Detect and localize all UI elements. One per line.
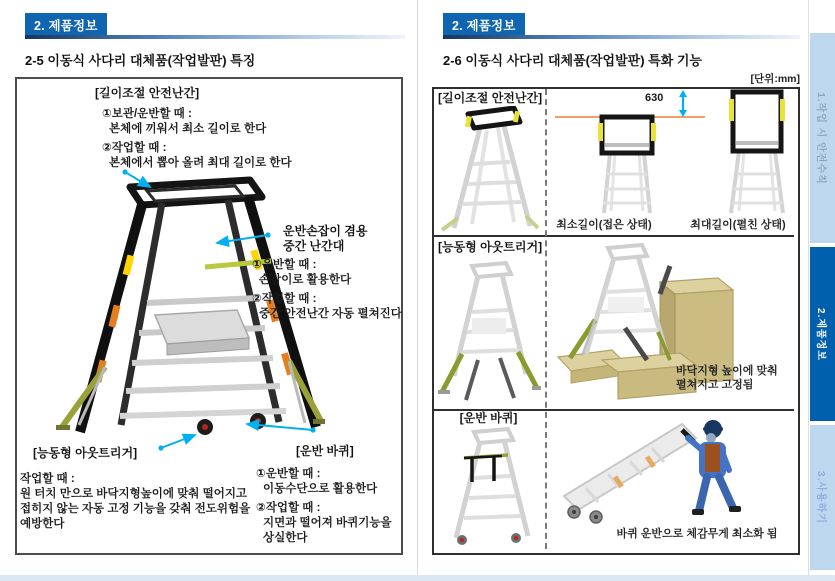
row1-length-comparison-figure <box>553 89 800 217</box>
page-title-left: 2-5 이동식 사다리 대체품(작업발판) 특징 <box>25 53 256 68</box>
rail-callout-item-2: ②작업할 때 : 본체에서 뽑아 올려 최대 길이로 한다 <box>102 142 292 169</box>
row2-ghost-ladder-icon <box>438 258 541 406</box>
row2-caption: 바닥지형 높이에 맞춰 펼쳐지고 고정됨 <box>676 365 778 392</box>
page-right <box>418 0 808 575</box>
page-divider <box>417 0 418 575</box>
section-rule-right <box>443 35 800 39</box>
row1-ghost-ladder-icon <box>440 106 540 232</box>
section-header-left-label: 2. 제품정보 <box>34 19 98 33</box>
outrigger-callout-heading: [능동형 아웃트리거] <box>33 446 138 460</box>
row1-caption-min: 최소길이(접은 상태) <box>556 219 652 231</box>
wheel-callout-item-1: ①운반할 때 : 이동수단으로 활용한다 <box>256 468 378 495</box>
row1-label: [길이조절 안전난간] <box>438 91 543 105</box>
page-title-right: 2-6 이동식 사다리 대체품(작업발판) 특화 기능 <box>443 53 702 68</box>
tab-product-info[interactable] <box>810 247 835 421</box>
tab-how-to-use-label: 3.사용하기 <box>815 471 827 524</box>
row3-wheel-transport-figure <box>556 414 776 526</box>
outrigger-callout-body: 작업할 때 : 원 터치 만으로 바닥지형높이에 맞춰 떨어지고 접히지 않는 자동 고정 기능을 갖춰 전도위험을 예방한다 <box>20 473 251 530</box>
rail-callout-item-1: ①보관/운반할 때 : 본체에 끼워서 최소 길이로 한다 <box>102 108 267 135</box>
tab-safety-rules-label: 1.작업 시 안전수칙 <box>815 91 826 185</box>
table-row-divider-1 <box>434 235 794 237</box>
handle-callout-item-2: ②작업할 때 : 중간 안전난간 자동 펼쳐진다 <box>252 293 402 320</box>
row2-label: [능동형 아웃트리거] <box>438 240 543 254</box>
tab-safety-rules[interactable] <box>810 33 835 243</box>
tab-product-info-label: 2.제품정보 <box>815 307 827 361</box>
row3-ghost-ladder-icon <box>442 424 538 550</box>
row3-caption: 바퀴 운반으로 체감무게 최소화 됨 <box>616 528 778 540</box>
page-right-edge <box>808 0 809 575</box>
row1-caption-max: 최대길이(펼친 상태) <box>690 219 786 231</box>
section-rule-left <box>25 35 405 39</box>
rail-callout-heading: [길이조절 안전난간] <box>95 86 200 100</box>
section-header-right-label: 2. 제품정보 <box>452 19 516 33</box>
unit-note: [단위:mm] <box>750 73 800 85</box>
row1-dimension-value: 630 <box>645 92 664 104</box>
row3-label: [운반 바퀴] <box>459 411 518 425</box>
handle-callout-item-1: ①운반할 때 : 손잡이로 활용한다 <box>252 259 352 286</box>
page-left <box>0 0 417 575</box>
table-column-divider <box>545 89 547 549</box>
tab-how-to-use[interactable] <box>810 425 835 570</box>
bottom-strip <box>0 575 835 581</box>
wheel-callout-item-2: ②작업할 때 : 지면과 떨어져 바퀴기능을 상실한다 <box>256 502 392 544</box>
wheel-callout-heading: [운반 바퀴] <box>296 444 354 458</box>
handle-callout-heading: 운반손잡이 겸용 중간 난간대 <box>283 224 368 253</box>
